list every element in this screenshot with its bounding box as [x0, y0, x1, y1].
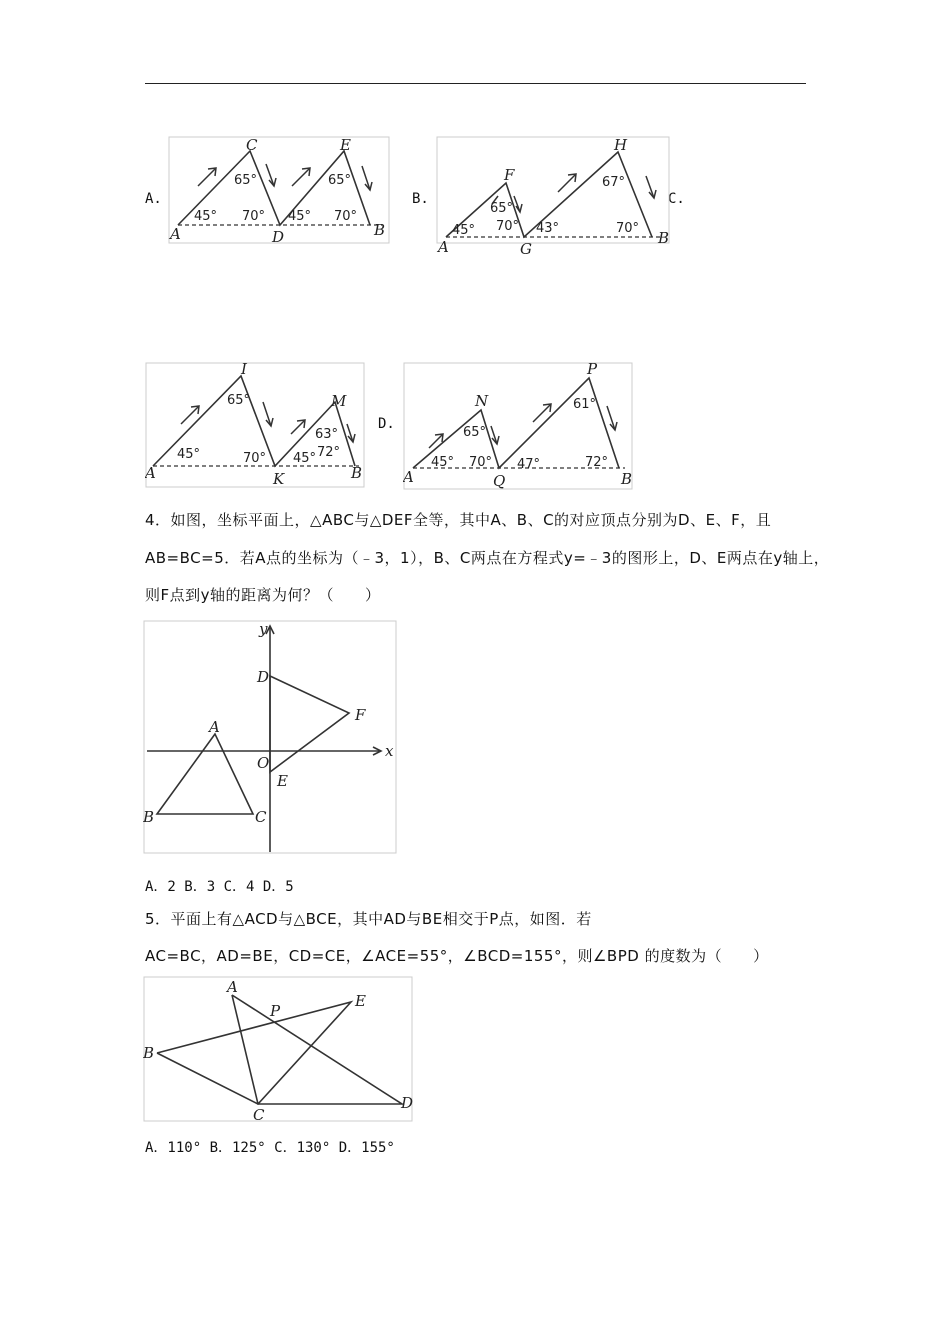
label-point-b: B: [143, 1044, 155, 1062]
label-point: B: [374, 221, 386, 239]
label-point-c: C: [255, 808, 267, 826]
label-point: C: [246, 136, 258, 154]
question-5-line-2: AC=BC，AD=BE，CD=CE，∠ACE=55°，∠BCD=155°，则∠BPD 的度数为（ ）: [145, 947, 769, 965]
label-point: N: [475, 392, 489, 410]
angle-label: 70°: [334, 209, 358, 224]
question-5-options: A．110° B．125° C．130° D．155°: [145, 1140, 395, 1156]
figure-option-d: [403, 362, 635, 490]
angle-label: 70°: [242, 209, 266, 224]
label-point: A: [403, 468, 414, 486]
label-point: B: [658, 229, 670, 247]
question-4-figure: [143, 620, 399, 856]
angle-label: 45°: [194, 209, 218, 224]
option-d-label: D.: [378, 416, 395, 432]
figure-option-c: [145, 362, 365, 488]
angle-label: 45°: [288, 209, 312, 224]
label-point: A: [170, 225, 181, 243]
question-4-line-2: AB=BC=5．若A点的坐标为（﹣3，1），B、C两点在方程式y=﹣3的图形上，D、E两点在y轴上，: [145, 549, 830, 567]
label-point-f: F: [355, 706, 366, 724]
label-point: F: [504, 166, 515, 184]
angle-label: 72°: [585, 455, 609, 470]
question-5-figure: [143, 976, 415, 1124]
angle-label: 45°: [452, 223, 476, 238]
option-c-label: C.: [668, 191, 685, 207]
label-point-e: E: [355, 992, 366, 1010]
label-point: A: [438, 238, 449, 256]
angle-label: 72°: [317, 445, 341, 460]
label-point-a: A: [209, 718, 220, 736]
angle-label: 65°: [234, 173, 258, 188]
label-point: B: [621, 470, 633, 488]
label-point-b: B: [143, 808, 155, 826]
angle-label: 45°: [293, 451, 317, 466]
question-5-line-1: 5．平面上有△ACD与△BCE，其中AD与BE相交于P点，如图．若: [145, 910, 592, 928]
figure-option-a: [168, 136, 390, 244]
angle-label: 70°: [469, 455, 493, 470]
label-point-c: C: [253, 1106, 265, 1124]
figure-option-b: [436, 136, 670, 256]
label-point: P: [587, 362, 598, 378]
angle-label: 65°: [490, 201, 514, 216]
label-x-axis: x: [385, 742, 394, 760]
header-rule: [145, 83, 806, 84]
label-y-axis: y: [259, 620, 268, 638]
label-point: K: [273, 470, 285, 488]
angle-label: 45°: [431, 455, 455, 470]
label-point: D: [272, 228, 285, 244]
label-point: E: [340, 136, 351, 154]
angle-label: 67°: [602, 175, 626, 190]
option-b-label: B.: [412, 191, 429, 207]
label-point: H: [614, 136, 628, 154]
angle-label: 65°: [227, 393, 251, 408]
label-point: I: [241, 362, 247, 378]
label-point: M: [331, 392, 347, 410]
label-point: Q: [493, 472, 506, 490]
label-origin: O: [257, 754, 270, 772]
angle-label: 61°: [573, 397, 597, 412]
label-point-d: D: [257, 668, 270, 686]
question-4-line-1: 4．如图，坐标平面上，△ABC与△DEF全等，其中A、B、C的对应顶点分别为D、E、F，且: [145, 511, 772, 529]
label-point-e: E: [277, 772, 288, 790]
label-point: B: [351, 464, 363, 482]
angle-label: 70°: [496, 219, 520, 234]
angle-label: 45°: [177, 447, 201, 462]
label-point-p: P: [270, 1002, 281, 1020]
label-point-a: A: [227, 978, 238, 996]
angle-label: 70°: [243, 451, 267, 466]
label-point: A: [145, 464, 156, 482]
option-a-label: A.: [145, 191, 162, 207]
label-point-d: D: [401, 1094, 414, 1112]
question-4-line-3: 则F点到y轴的距离为何？（ ）: [145, 586, 381, 604]
angle-label: 47°: [517, 457, 541, 472]
angle-label: 65°: [328, 173, 352, 188]
angle-label: 63°: [315, 427, 339, 442]
angle-label: 70°: [616, 221, 640, 236]
angle-label: 43°: [536, 221, 560, 236]
question-4-options: A．2 B．3 C．4 D．5: [145, 879, 294, 895]
label-point: G: [520, 240, 532, 256]
angle-label: 65°: [463, 425, 487, 440]
